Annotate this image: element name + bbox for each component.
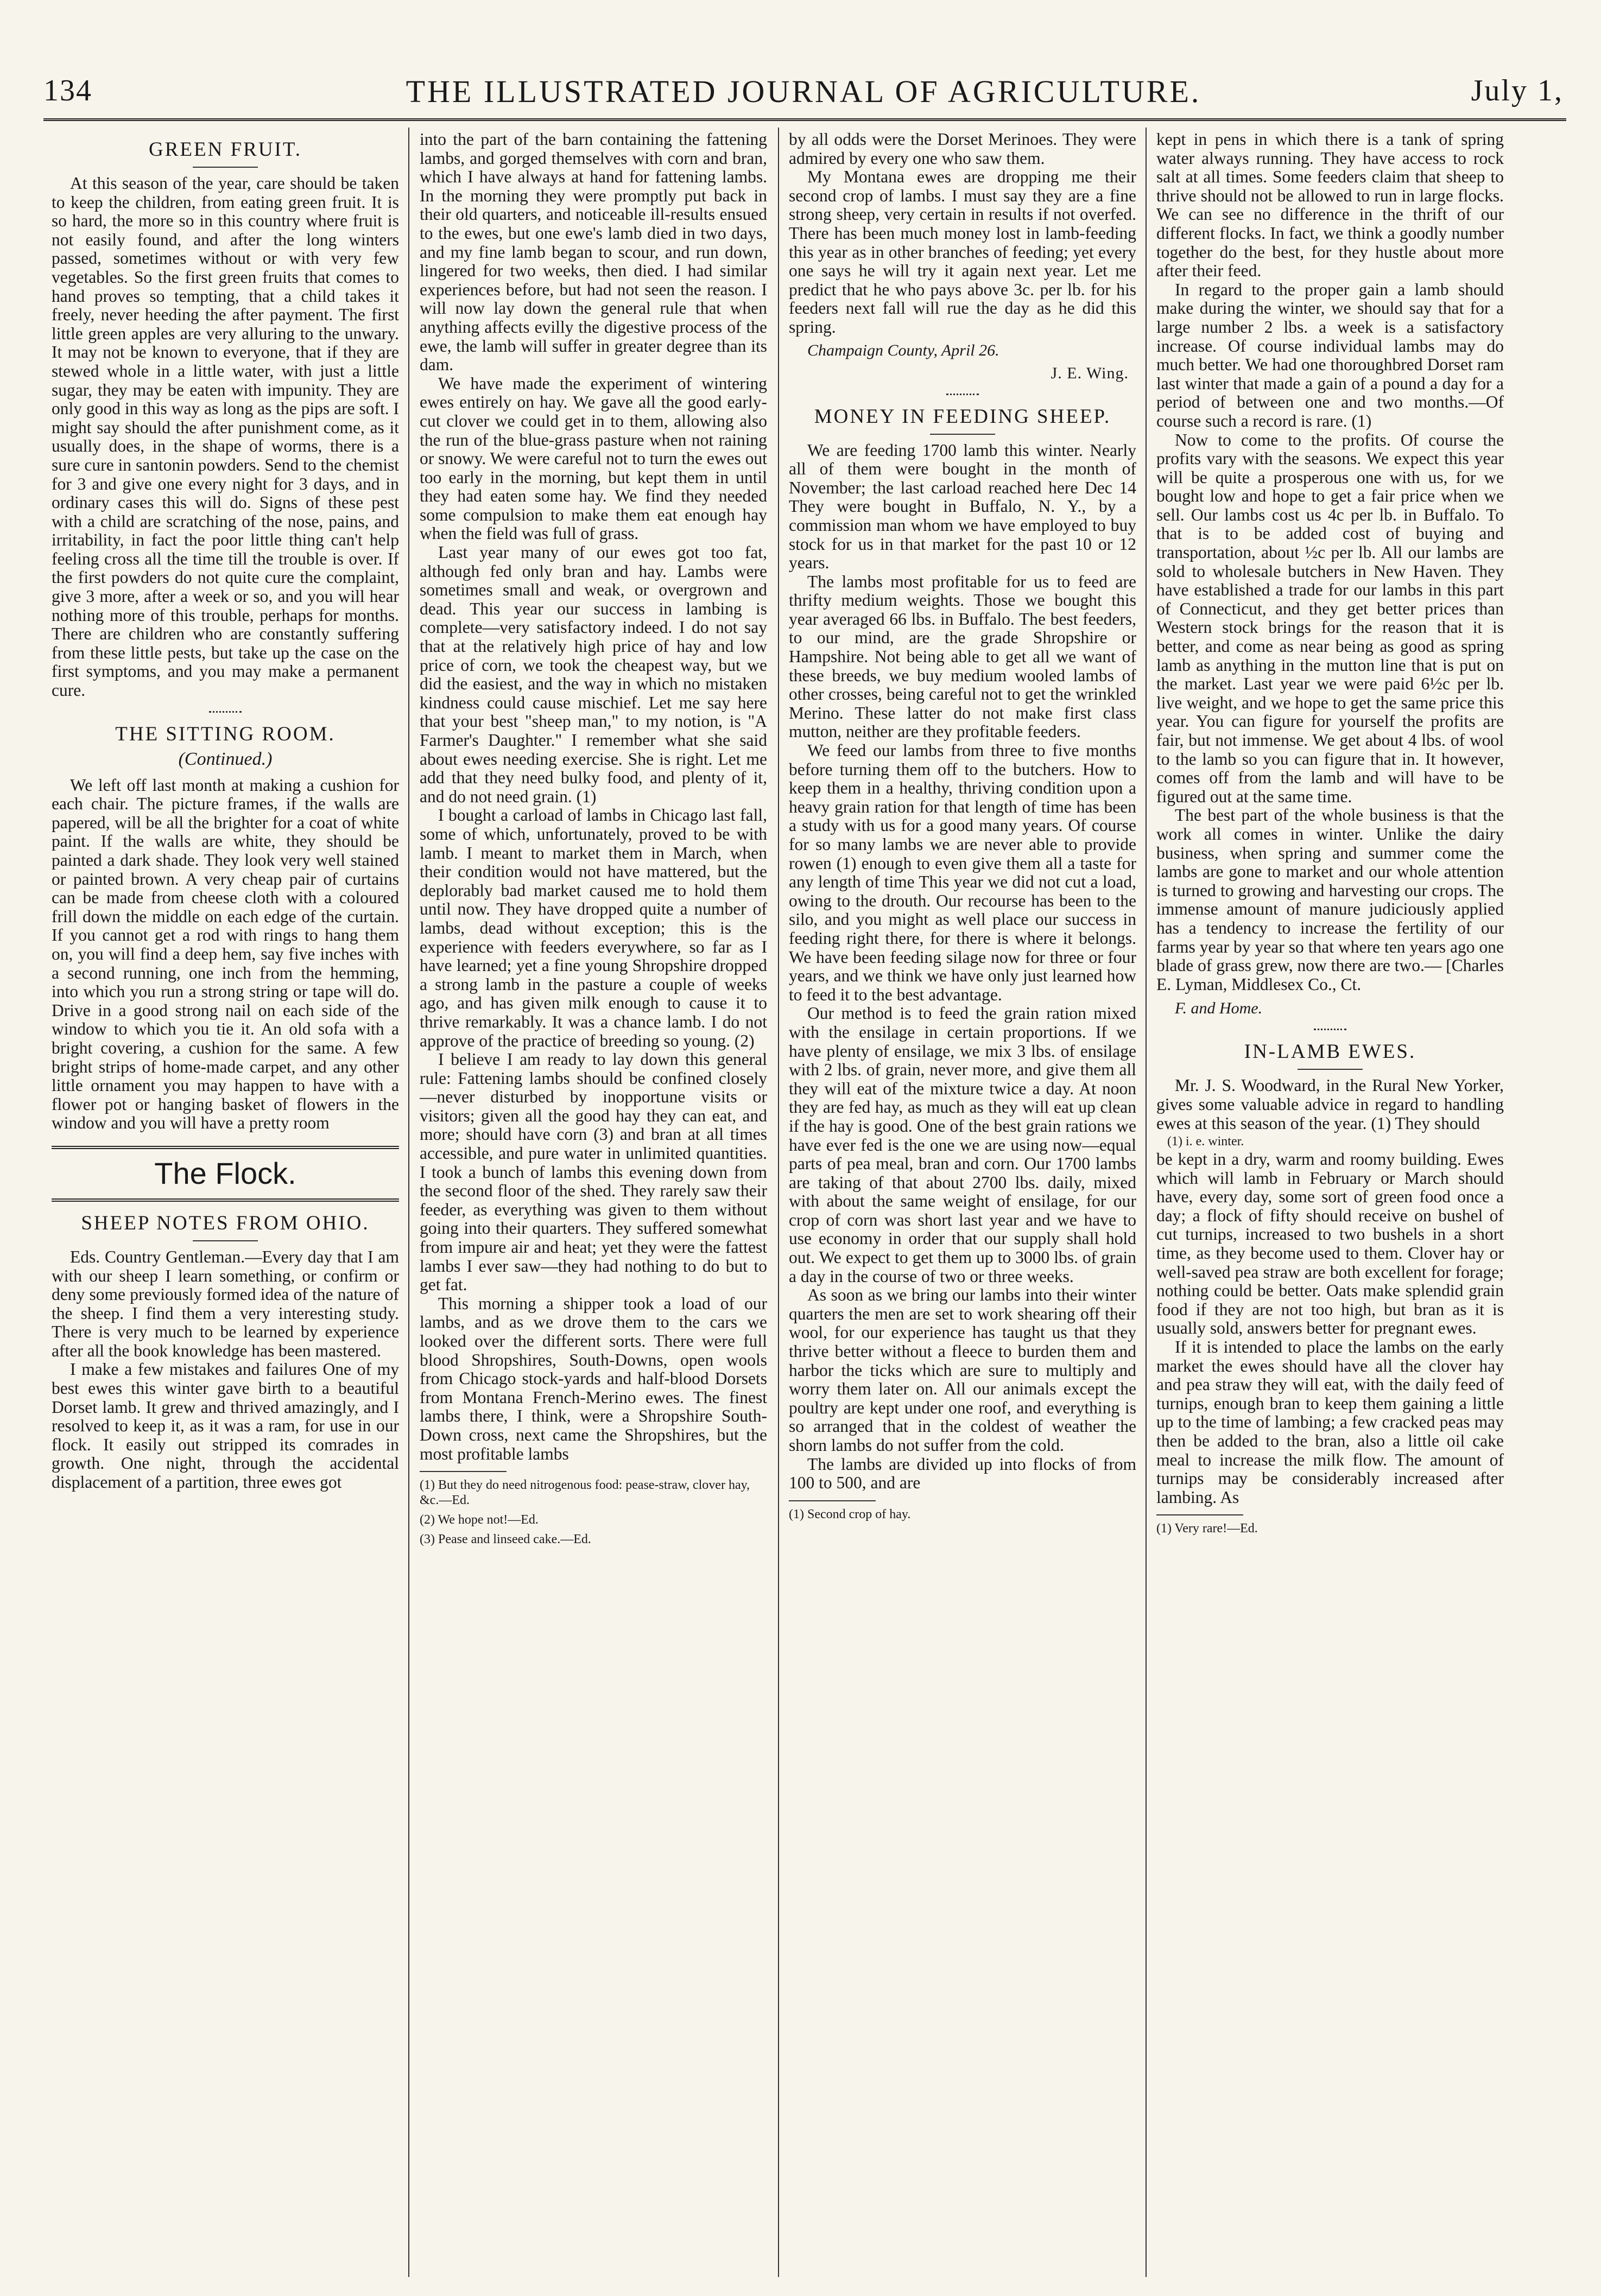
article-paragraph: If it is intended to place the lambs on the early market the ewes should have all the clover hay and pea straw they will eat, with the daily feed of turnips, enough bran to keep them gaining a little up to the time of lambing; a few cracked peas may then be added to the bran, also a little oil cake meal to increase the milk flow. The amount of turnips may be considerably increased after lambing. As xyxy=(1156,1337,1504,1507)
article-paragraph: My Montana ewes are dropping me their second crop of lambs. I must say they are a fine strong sheep, very certain in results if not overfed. There has been much money lost in lamb-feeding this year as in other branches of feeding; yet every one says he will try it again next year. Let me predict that he who pays above 3c. per lb. for his feeders next fall will rue the day as he did this spring. xyxy=(789,167,1136,337)
article-paragraph: I bought a carload of lambs in Chicago last fall, some of which, unfortunately, proved to be with lamb. I meant to market them in March, when their condition would not have mattered, but the deplorably bad market caused me to hold them until now. They have dropped quite a number of lambs, dead without exception; this is the experience with feeders everywhere, so far as I have learned; yet a fine young Shropshire dropped a strong lamb in the pasture a couple of weeks ago, and has given milk enough to cause it to thrive remarkably. It was a chance lamb. I do not approve of the practice of breeding so young. (2) xyxy=(420,805,767,1050)
journal-title: THE ILLUSTRATED JOURNAL OF AGRICULTURE. xyxy=(406,74,1201,109)
column-divider xyxy=(1146,128,1147,2277)
column-3 xyxy=(789,130,1136,2280)
article-paragraph: Eds. Country Gentleman.—Every day that I am with our sheep I learn something, or confirm or deny some previously formed idea of the nature of the sheep. I find them a very interesting study. There is very much to be learned by experience after all the book knowledge has been mastered. xyxy=(52,1247,399,1360)
footnote-rule xyxy=(1156,1514,1243,1515)
article-body: We left off last month at making a cushion for each chair. The picture frames, if the walls are papered, will be all the brighter for a coat of white paint. If the walls are white, they should be painted a dark shade. They look very well stained or painted brown. A very cheap pair of curtains can be made from cheese cloth with a coloured frill down the middle on each edge of the curtain. If you cannot get a rod with rings to hang them on, you will find a deep hem, say five inches with a second running, one inch from the hemming, into which you run a strong string or tape will do. Drive in a good strong nail on each side of the window to which you tie it. An old sofa with a bright covering, a cushion for the same. A few bright strips of home-made carpet, and any other little ornament you may happen to have with a flower pot or hanging basket of flowers in the window and you will have a pretty room xyxy=(52,775,399,1133)
header-rule xyxy=(43,118,1566,124)
heading-rule xyxy=(193,1240,258,1241)
article-paragraph: This morning a shipper took a load of our lambs, and as we drove them to the cars we looked over the different sorts. There were full blood Shropshires, South-Downs, open wools from Chicago stock-yards and half-blood Dorsets from Montana French-Merino ewes. The finest lambs there, I think, were a Shropshire South-Down cross, next came the Shropshires, but the most profitable lambs xyxy=(420,1293,767,1463)
article-paragraph: We feed our lambs from three to five months before turning them off to the butchers. How to keep them in a healthy, thriving condition upon a heavy grain ration for that length of time has been a study with us for a good many years. Of course for so many lambs we are never able to provide rowen (1) enough to even give them all a taste for any length of time This year we did not cut a load, owing to the drouth. Our recourse has been to the silo, and you might as well place our success in feeding right there, for there is where it belongs. We have been feeding silage now for three or four years, and we think we have only just learned how to feed it to the best advantage. xyxy=(789,741,1136,1004)
footnote-rule xyxy=(789,1500,876,1501)
article-paragraph: Our method is to feed the grain ration mixed with the ensilage in certain proportions. If we have plenty of ensilage, we mix 3 lbs. of ensilage with 2 lbs. of grain, never more, and give them all they will eat of the mixture twice a day. At noon they are fed hay, as much as they will eat up clean if the hay is good. One of the best grain rations we have ever fed is the one we are using now—equal parts of pea meal, bran and corn. Our 1700 lambs are taking of that about 2700 lbs. daily, mixed with about the same weight of ensilage, for our crop of corn was short last year and we have to use economy in order that our supply shall hold out. We expect to get them up to 3000 lbs. of grain a day in the course of two or three weeks. xyxy=(789,1004,1136,1286)
page-number: 134 xyxy=(43,74,92,107)
article-separator xyxy=(1314,1029,1346,1030)
continued-note: (Continued.) xyxy=(178,749,273,769)
article-paragraph: be kept in a dry, warm and roomy building. Ewes which will lamb in February or March should have, every day, some sort of green food once a day; a flock of fifty should receive on bushel of cut turnips, increased to two bushels in a short time, as they become used to them. Clover hay or well-saved pea straw are both excellent for forage; nothing could be better. Oats make splendid grain food if they are not too high, but bran as it is usually sold, answers better for pregnant ewes. xyxy=(1156,1150,1504,1338)
footnote: (2) We hope not!—Ed. xyxy=(420,1513,539,1527)
article-paragraph: kept in pens in which there is a tank of spring water always running. They have access to rock salt at all times. Some feeders claim that sheep to thrive should not be allowed to run in large flocks. We can see no difference in the thrift of our different flocks. In fact, we think a goodly number together do the best, for they hustle about more after their feed. xyxy=(1156,130,1504,281)
article-heading-money-in-feeding-sheep: MONEY IN FEEDING SHEEP. xyxy=(814,405,1111,428)
article-paragraph: I make a few mistakes and failures One of my best ewes this winter gave birth to a beautiful Dorset lamb. It grew and thrived amazingly, and I resolved to keep it, as it was a ram, for use in our flock. It easily out stripped its comrades in growth. One night, through the accidental displacement of a partition, three ewes got xyxy=(52,1360,399,1492)
column-divider xyxy=(778,128,779,2277)
column-4 xyxy=(1156,130,1504,2280)
heading-rule xyxy=(193,167,258,168)
article-paragraph: Mr. J. S. Woodward, in the Rural New Yorker, gives some valuable advice in regard to handling ewes at this season of the year. (1) They should xyxy=(1156,1076,1504,1133)
article-body: At this season of the year, care should be taken to keep the children, from eating green fruit. It is so hard, the more so in this country where fruit is not easily found, and after the long winters passed, sometimes without or with very few vegetables. So the first green fruits that comes to hand proves so tempting, that a child takes it freely, never heeding the after payment. The first little green apples are very alluring to the unwary. It may not be known to everyone, that if they are stewed whole in a little water, with just a little sugar, they may be eaten with impunity. They are only good in this way as long as the pips are soft. I might say should the after punishment come, as it usually does, in the shape of worms, there is a sure cure in santonin powders. Send to the chemist for 3 and give one every night for 3 days, and in ordinary cases this will do. Signs of these pest with a child are scratching of the nose, pains, and irritability, in fact the poor little thing can't help feeling cross all the time till the trouble is over. If the first powders do not quite cure the complaint, give 3 more, after a week or so, and you will hear nothing more of this trouble, perhaps for months. There are children who are constantly suffering from these little pests, but take up the case on the first symptoms, and you may make a permanent cure. xyxy=(52,174,399,700)
article-paragraph: by all odds were the Dorset Merinoes. They were admired by every one who saw them. xyxy=(789,130,1136,168)
footnote: (1) Second crop of hay. xyxy=(789,1507,911,1521)
footnote: (1) Very rare!—Ed. xyxy=(1156,1521,1258,1536)
article-paragraph: I believe I am ready to lay down this general rule: Fattening lambs should be confined closely—never disturbed by inopportune visits or visitors; given all the good hay they can eat, and more; should have corn (3) and bran at all times accessible, and pure water in unlimited quantities. I took a bunch of lambs this evening down from the second floor of the shed. They rarely saw their feeder, as everything was given to them without going into their quarters. They suffered somewhat from impure air and heat; yet they were the fattest lambs I ever saw—they had nothing to do but to get fat. xyxy=(420,1050,767,1295)
source-credit: F. and Home. xyxy=(1175,999,1263,1018)
heading-rule xyxy=(1298,1069,1363,1070)
article-paragraph: As soon as we bring our lambs into their winter quarters the men are set to work shearing off their wool, for our experience has taught us that they thrive better without a fleece to burden them and harbor the ticks which are sure to multiply and worry them later on. All our animals except the poultry are kept under one roof, and everything is so arranged that in the coldest of weather the shorn lambs do not suffer from the cold. xyxy=(789,1285,1136,1455)
section-title-the-flock: The Flock. xyxy=(52,1146,399,1202)
article-separator xyxy=(946,394,979,395)
article-paragraph: The best part of the whole business is that the work all comes in winter. Unlike the dairy business, when spring and summer come the lambs are gone to market and our whole attention is turned to growing and harvesting our crops. The immense amount of manure judiciously applied has a tendency to increase the fertility of our farms year by year so that where ten years ago one blade of grass grew, now there are two.— [Charles E. Lyman, Middlesex Co., Ct. xyxy=(1156,805,1504,994)
footnote-rule xyxy=(420,1471,507,1472)
author-signature: J. E. Wing. xyxy=(1051,364,1129,382)
issue-date: July 1, xyxy=(1471,74,1564,107)
article-paragraph: into the part of the barn containing the fattening lambs, and gorged themselves with corn and bran, which I have always at hand for fattening lambs. In the morning they were promptly put back in their old quarters, and noticeable ill-results ensued to the ewes, but one ewe's lamb died in two days, and my fine lamb began to scour, and run down, lingered for two weeks, then died. I had similar experiences before, but had not seen the reason. I will now lay down the general rule that when anything affects evilly the digestive process of the ewe, the lamb will suffer in greater degree than its dam. xyxy=(420,130,767,375)
article-heading-sheep-notes: SHEEP NOTES FROM OHIO. xyxy=(81,1212,370,1234)
heading-rule xyxy=(930,434,995,435)
article-heading-in-lamb-ewes: IN-LAMB EWES. xyxy=(1244,1041,1416,1063)
footnote: (3) Pease and linseed cake.—Ed. xyxy=(420,1532,591,1547)
article-paragraph: The lambs are divided up into flocks of from 100 to 500, and are xyxy=(789,1454,1136,1493)
column-1 xyxy=(52,130,399,2280)
column-2 xyxy=(420,130,767,2280)
column-divider xyxy=(408,128,409,2277)
article-paragraph: In regard to the proper gain a lamb should make during the winter, we should say that for a large number 2 lbs. a week is a satisfactory increase. Of course individual lambs may do much better. We had one thoroughbred Dorset ram last winter that made a gain of a pound a day for a period of between one and two months.—Of course such a record is rare. (1) xyxy=(1156,280,1504,430)
dateline: Champaign County, April 26. xyxy=(807,341,999,359)
inline-footnote: (1) i. e. winter. xyxy=(1167,1134,1244,1149)
article-paragraph: Last year many of our ewes got too fat, although fed only bran and hay. Lambs were sometimes small and weak, or overgrown and dead. This year our success in lambing is complete—very satisfactory indeed. I do not say that at the relatively high price of hay and low price of corn, we took the cheapest way, but we did the easiest, and the way in which no mistaken kindness could cause mischief. Let me say here that your best "sheep man," to my notion, is "A Farmer's Daughter." I remember what she said about ewes needing exercise. She is right. Let me add that they need bulky food, and plenty of it, and do not need grain. (1) xyxy=(420,543,767,806)
article-heading-green-fruit: GREEN FRUIT. xyxy=(149,138,302,161)
article-heading-sitting-room: THE SITTING ROOM. xyxy=(115,722,336,745)
article-separator xyxy=(209,711,242,713)
article-paragraph: Now to come to the profits. Of course the profits vary with the seasons. We expect this year will be quite a prosperous one with us, for we bought low and hope to get a fair price when we sell. Our lambs cost us 4c per lb. in Buffalo. To that is to be added cost of buying and transportation, about ½c per lb. All our lambs are sold to wholesale butchers in New Haven. They have established a trade for our lambs in this part of Connecticut, and they get better prices than Western stock brings for the reason that it is better, and come as near being as good as spring lamb as anything in the mutton line that is put on the market. Last year we were paid 6½c per lb. live weight, and we hope to get the same price this year. You can figure for yourself the profits are fair, but not immense. We get about 4 lbs. of wool to the lamb so you can figure that in. It however, comes off from the lamb and will have to be figured out at the same time. xyxy=(1156,430,1504,806)
article-paragraph: We are feeding 1700 lamb this winter. Nearly all of them were bought in the month of November; the last carload reached here Dec 14 They were bought in Buffalo, N. Y., by a commission man whom we have employed to buy stock for us in that market for the past 10 or 12 years. xyxy=(789,440,1136,573)
article-paragraph: We have made the experiment of wintering ewes entirely on hay. We gave all the good early-cut clover we could get in to them, allowing also the run of the blue-grass pasture when not raining or snowy. We were careful not to turn the ewes out too early in the morning, but kept them in until they had eaten some hay. We find they needed some compulsion to make them eat enough hay when the field was full of grass. xyxy=(420,373,767,543)
page-header xyxy=(43,73,1564,117)
article-paragraph: The lambs most profitable for us to feed are thrifty medium weights. Those we bought this year averaged 66 lbs. in Buffalo. The best feeders, to our mind, are the grade Shropshire or Hampshire. Not being able to get all we want of these breeds, we buy medium wooled lambs of other crosses, being careful not to get the wrinkled Merino. These latter do not make first class mutton, neither are they profitable feeders. xyxy=(789,572,1136,741)
footnote: (1) But they do need nitrogenous food: pease-straw, clover hay, &c.—Ed. xyxy=(420,1478,750,1508)
